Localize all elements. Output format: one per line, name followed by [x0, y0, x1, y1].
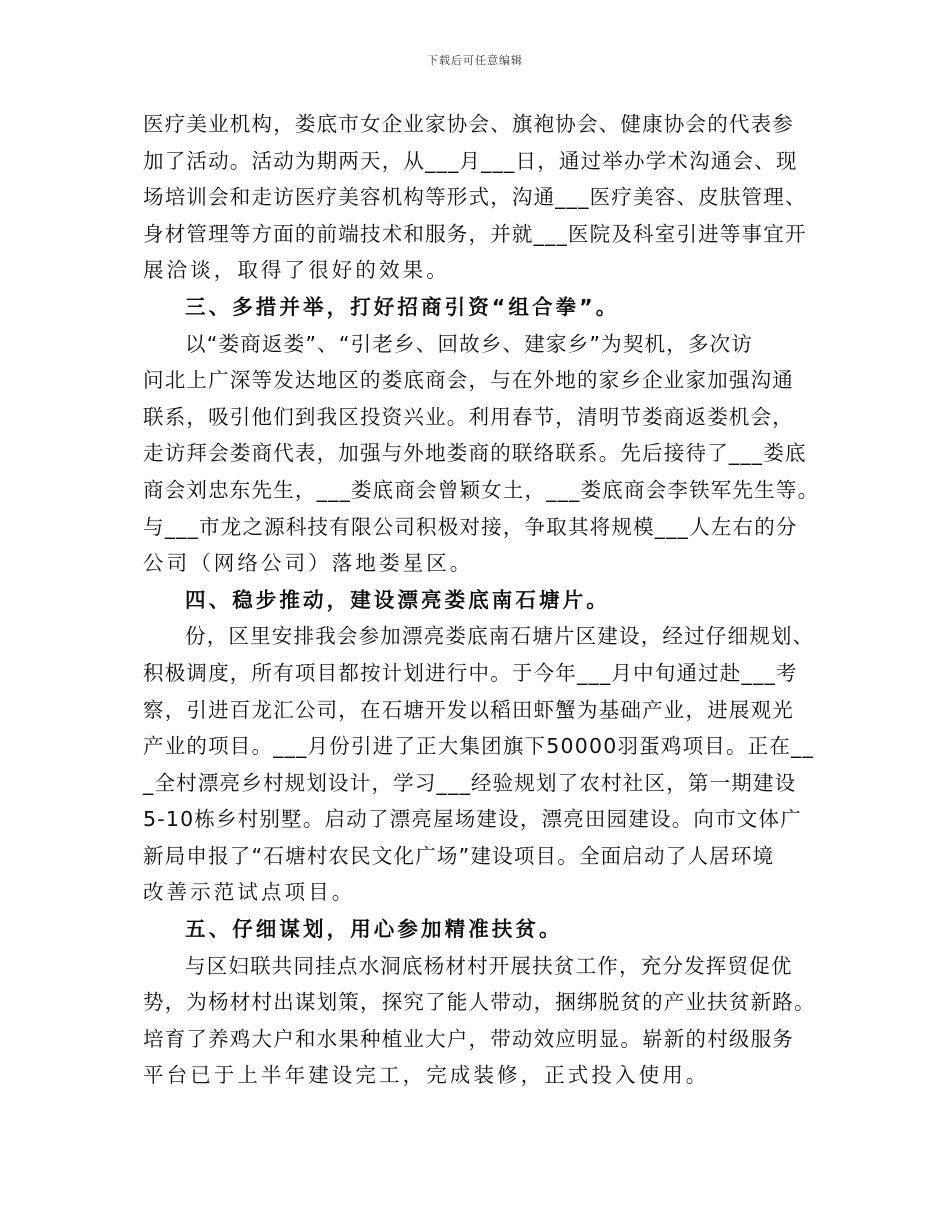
text-line: 加了活动。活动为期两天，从___月___日，通过举办学术沟通会、现: [143, 148, 798, 173]
text-line: 公司（网络公司）落地娄星区。: [143, 551, 474, 576]
page-header: 下载后可任意编辑: [427, 54, 523, 67]
text-line: 积极调度，所有项目都按计划进行中。于今年___月中旬通过赴___考: [143, 660, 798, 685]
paragraph: [143, 618, 813, 911]
text-line: 产业的项目。___月份引进了正大集团旗下50000羽蛋鸡项目。正在__: [143, 734, 814, 759]
text-line: 势，为杨材村出谋划策，探究了能人带动，捆绑脱贫的产业扶贫新路。: [143, 990, 816, 1015]
text-line: 5-10栋乡村别墅。启动了漂亮屋场建设，漂亮田园建设。向市文体广: [143, 807, 802, 832]
heading-line: 四、稳步推动，建设漂亮娄底南石塘片。: [185, 587, 610, 612]
text-line: 改善示范试点项目。: [143, 880, 356, 905]
text-line: 察，引进百龙汇公司，在石塘开发以稻田虾蟹为基础产业，进展观光: [143, 697, 794, 722]
section-heading: [143, 582, 813, 619]
text-line: _全村漂亮乡村规划设计，学习___经验规划了农村社区，第一期建设: [143, 770, 797, 795]
text-line: 培育了养鸡大户和水果种植业大户，带动效应明显。崭新的村级服务: [143, 1026, 794, 1051]
paragraph: [143, 948, 816, 1094]
heading-line: 三、多措并举，打好招商引资“组合拳”。: [185, 294, 620, 319]
heading-line: 五、仔细谋划，用心参加精准扶贫。: [185, 917, 563, 942]
text-line: 商会刘忠东先生，___娄底商会曾颖女土，___娄底商会李铁军先生等。: [143, 477, 820, 502]
text-line: 与区妇联共同挂点水洞底杨材村开展扶贫工作，充分发挥贸促优: [185, 953, 793, 978]
text-line: 联系，吸引他们到我区投资兴业。利用春节，清明节娄商返娄机会，: [143, 404, 794, 429]
paragraph: [143, 326, 820, 582]
text-line: 展洽谈，取得了很好的效果。: [143, 258, 450, 283]
text-line: 身材管理等方面的前端技术和服务，并就___医院及科室引进等事宜开: [143, 221, 807, 246]
section-heading: [143, 911, 813, 948]
text-line: 场培训会和走访医疗美容机构等形式，沟通___医疗美容、皮肤管理、: [143, 185, 807, 210]
text-line: 平台已于上半年建设完工，完成装修，正式投入使用。: [143, 1063, 710, 1088]
text-line: 份，区里安排我会参加漂亮娄底南石塘片区建设，经过仔细规划、: [185, 624, 815, 649]
paragraph: [143, 106, 813, 289]
text-line: 医疗美业机构，娄底市女企业家协会、旗袍协会、健康协会的代表参: [143, 112, 794, 136]
section-heading: [143, 289, 813, 326]
text-line: 新局申报了“石塘村农民文化广场”建设项目。全面启动了人居环境: [143, 843, 775, 868]
text-line: 与___市龙之源科技有限公司积极对接，争取其将规模___人左右的分: [143, 514, 798, 539]
document-body: [143, 106, 820, 1094]
text-line: 走访拜会娄商代表，加强与外地娄商的联络联系。先后接待了___娄底: [143, 441, 807, 466]
text-line: 以“娄商返娄”、“引老乡、回故乡、建家乡”为契机，多次访: [185, 331, 754, 356]
text-line: 问北上广深等发达地区的娄底商会，与在外地的家乡企业家加强沟通: [143, 368, 794, 393]
